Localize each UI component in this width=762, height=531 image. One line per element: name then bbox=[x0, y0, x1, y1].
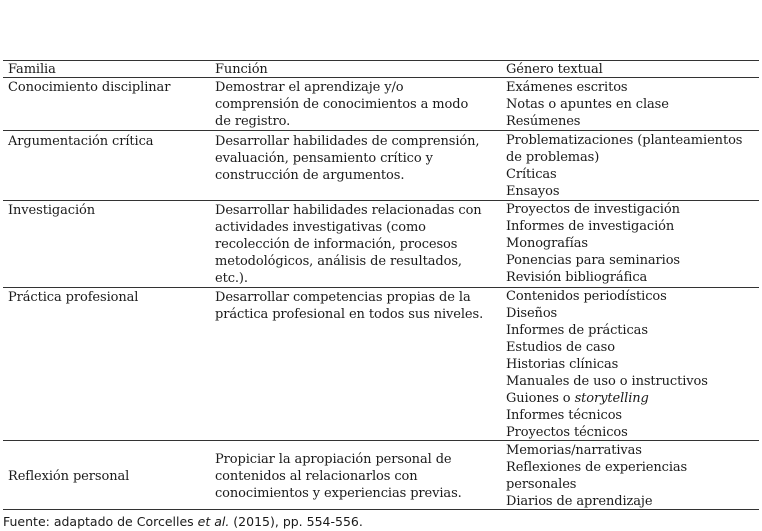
row3-genero-item: Monografías bbox=[506, 236, 588, 251]
row2-genero-item: de problemas) bbox=[506, 150, 600, 165]
row5-genero-item: Diarios de aprendizaje bbox=[506, 494, 653, 509]
row4-funcion-line: Desarrollar competencias propias de la bbox=[215, 290, 471, 305]
row3-genero-item: Proyectos de investigación bbox=[506, 202, 680, 217]
row4-genero-item bbox=[506, 390, 649, 407]
header-genero-textual: Género textual bbox=[506, 62, 603, 77]
row4-genero-item: Informes de prácticas bbox=[506, 323, 648, 338]
row5-funcion-line: Propiciar la apropiación personal de bbox=[215, 452, 452, 467]
row2-funcion-line: evaluación, pensamiento crítico y bbox=[215, 151, 433, 166]
source-et-al: et al. bbox=[197, 514, 230, 529]
row3-genero-item: Informes de investigación bbox=[506, 219, 675, 234]
header-funcion: Función bbox=[215, 62, 268, 77]
row4-genero-item: Manuales de uso o instructivos bbox=[506, 374, 708, 389]
row2-genero-item: Ensayos bbox=[506, 184, 560, 199]
row1-genero-item: Notas o apuntes en clase bbox=[506, 97, 669, 112]
table-top-rule bbox=[3, 60, 759, 61]
row3-funcion-line: metodológicos, análisis de resultados, bbox=[215, 254, 462, 269]
row-divider bbox=[3, 130, 759, 131]
row3-familia: Investigación bbox=[8, 203, 96, 218]
row3-funcion-line: recolección de información, procesos bbox=[215, 237, 458, 252]
source-prefix: Fuente: adaptado de Corcelles bbox=[3, 514, 198, 529]
row2-genero-item: Críticas bbox=[506, 167, 557, 182]
header-bottom-rule bbox=[3, 77, 759, 78]
row-divider bbox=[3, 440, 759, 441]
row5-genero-item: Reflexiones de experiencias bbox=[506, 460, 688, 475]
row5-genero-item: personales bbox=[506, 477, 577, 492]
row4-genero-item: Informes técnicos bbox=[506, 408, 622, 423]
classification-table bbox=[3, 0, 759, 531]
row4-genero-storytelling: storytelling bbox=[574, 391, 649, 406]
row5-familia: Reflexión personal bbox=[8, 469, 130, 484]
row3-funcion-line: Desarrollar habilidades relacionadas con bbox=[215, 203, 482, 218]
row3-funcion-line: actividades investigativas (como bbox=[215, 220, 426, 235]
row5-funcion-line: conocimientos y experiencias previas. bbox=[215, 486, 462, 501]
row4-genero-guiones: Guiones o bbox=[506, 391, 571, 406]
row1-genero-item: Resúmenes bbox=[506, 114, 581, 129]
row2-genero-item: Problematizaciones (planteamientos bbox=[506, 133, 743, 148]
row4-genero-item: Contenidos periodísticos bbox=[506, 289, 667, 304]
source-note bbox=[3, 513, 363, 530]
row2-funcion-line: Desarrollar habilidades de comprensión, bbox=[215, 134, 480, 149]
row4-familia: Práctica profesional bbox=[8, 290, 139, 305]
row1-familia: Conocimiento disciplinar bbox=[8, 80, 171, 95]
row5-funcion-line: contenidos al relacionarlos con bbox=[215, 469, 418, 484]
row4-genero-item: Estudios de caso bbox=[506, 340, 615, 355]
row3-genero-item: Revisión bibliográfica bbox=[506, 270, 648, 285]
row4-funcion-line: práctica profesional en todos sus niveles. bbox=[215, 307, 484, 322]
row1-funcion-line: Demostrar el aprendizaje y/o bbox=[215, 80, 404, 95]
row4-genero-item: Diseños bbox=[506, 306, 558, 321]
row1-funcion-line: de registro. bbox=[215, 114, 291, 129]
row1-genero-item: Exámenes escritos bbox=[506, 80, 628, 95]
row2-funcion-line: construcción de argumentos. bbox=[215, 168, 405, 183]
row4-genero-item: Historias clínicas bbox=[506, 357, 619, 372]
source-suffix: (2015), pp. 554-556. bbox=[229, 514, 363, 529]
row3-funcion-line: etc.). bbox=[215, 271, 248, 286]
row4-genero-item: Proyectos técnicos bbox=[506, 425, 628, 440]
row3-genero-item: Ponencias para seminarios bbox=[506, 253, 680, 268]
row2-familia: Argumentación crítica bbox=[8, 134, 154, 149]
row5-genero-item: Memorias/narrativas bbox=[506, 443, 642, 458]
header-familia: Familia bbox=[8, 62, 56, 77]
row1-funcion-line: comprensión de conocimientos a modo bbox=[215, 97, 469, 112]
